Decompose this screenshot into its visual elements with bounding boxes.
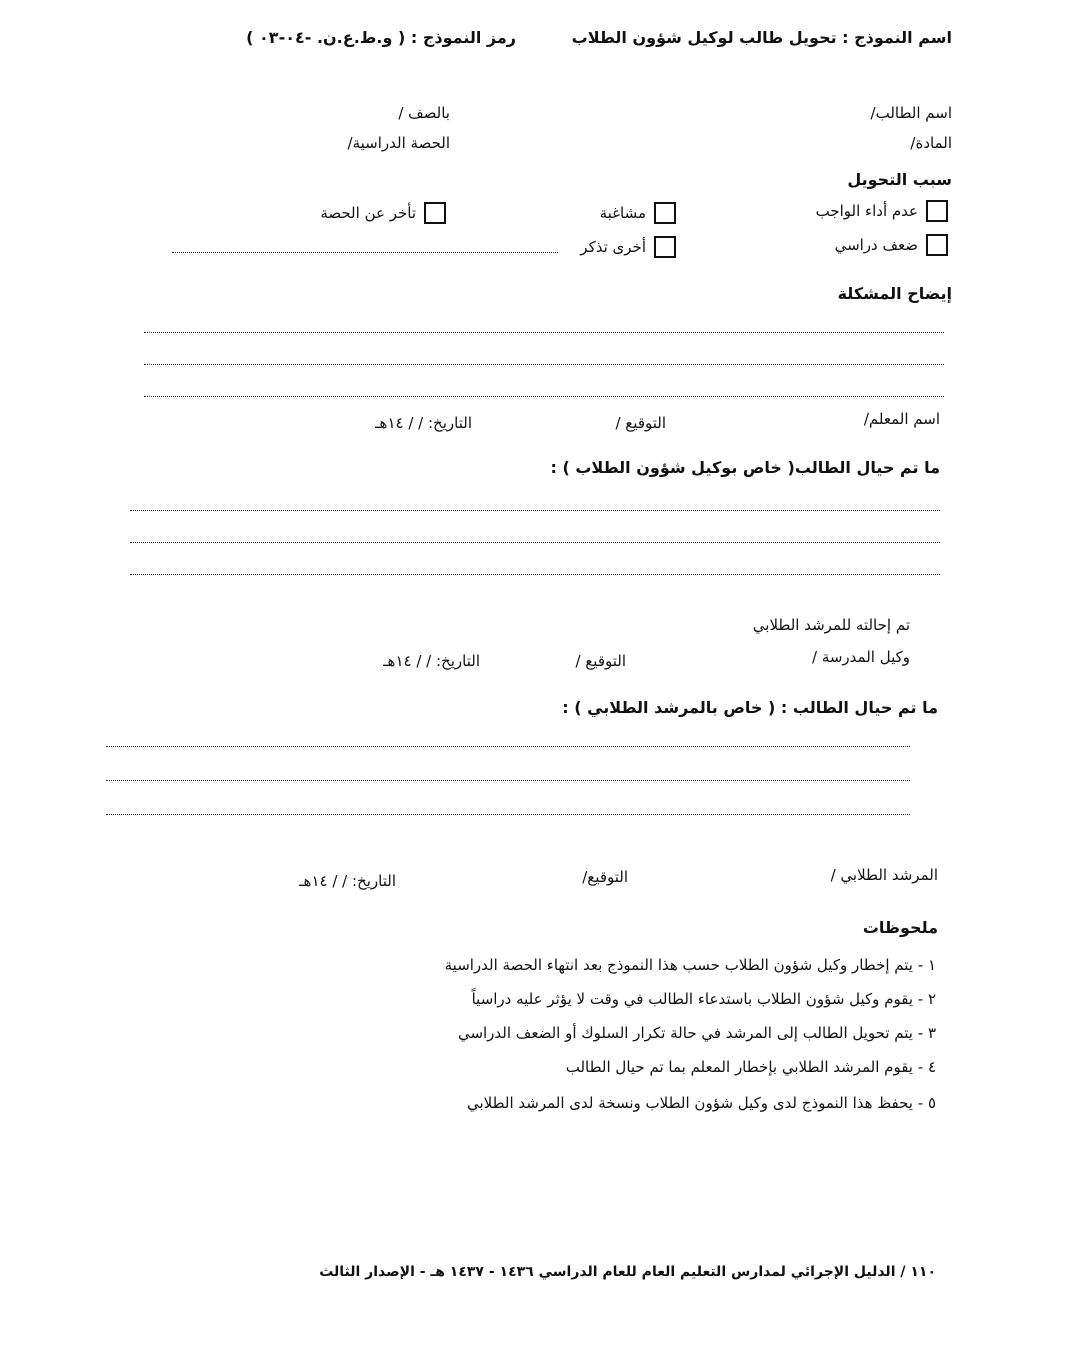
footer-text: ١١٠ / الدليل الإجرائي لمدارس التعليم العام للعام الدراسي ١٤٣٦ - ١٤٣٧ هـ - الإصدار الثالث bbox=[319, 1264, 936, 1280]
teacher-date-label: التاريخ: / / ١٤هـ bbox=[375, 414, 472, 432]
notes-title: ملحوظات bbox=[862, 918, 938, 937]
checkbox-weak[interactable] bbox=[926, 234, 948, 256]
option-homework-label: عدم أداء الواجب bbox=[815, 202, 918, 220]
option-weak-label: ضعف دراسي bbox=[834, 236, 918, 254]
problem-line[interactable] bbox=[144, 364, 944, 365]
reason-title: سبب التحويل bbox=[847, 170, 952, 189]
counselor-section-title: ما تم حيال الطالب : ( خاص بالمرشد الطلابي ) : bbox=[562, 698, 938, 717]
counselor-action-line[interactable] bbox=[106, 780, 910, 781]
counselor-action-line[interactable] bbox=[106, 814, 910, 815]
problem-line[interactable] bbox=[144, 332, 944, 333]
deputy-name-label: وكيل المدرسة / bbox=[812, 648, 910, 666]
deputy-action-line[interactable] bbox=[130, 542, 940, 543]
counselor-date-label: التاريخ: / / ١٤هـ bbox=[299, 872, 396, 890]
teacher-name-label: اسم المعلم/ bbox=[863, 410, 940, 428]
option-late-label: تأخر عن الحصة bbox=[320, 204, 416, 222]
form-code: رمز النموذج : ( و.ط.ع.ن. -٠٤-٠٣ ) bbox=[246, 28, 516, 47]
note-item: ٢ - يقوم وكيل شؤون الطلاب باستدعاء الطالب في وقت لا يؤثر عليه دراسياً bbox=[471, 990, 936, 1008]
note-item: ٥ - يحفظ هذا النموذج لدى وكيل شؤون الطلاب ونسخة لدى المرشد الطلابي bbox=[466, 1094, 936, 1112]
deputy-date-label: التاريخ: / / ١٤هـ bbox=[383, 652, 480, 670]
checkbox-other[interactable] bbox=[654, 236, 676, 258]
deputy-action-line[interactable] bbox=[130, 574, 940, 575]
referred-to-counselor-label: تم إحالته للمرشد الطلابي bbox=[752, 616, 910, 634]
note-item: ٤ - يقوم المرشد الطلابي بإخطار المعلم بما تم حيال الطالب bbox=[565, 1058, 936, 1076]
deputy-section-title: ما تم حيال الطالب( خاص بوكيل شؤون الطلاب ) : bbox=[550, 458, 940, 477]
note-item: ٣ - يتم تحويل الطالب إلى المرشد في حالة تكرار السلوك أو الضعف الدراسي bbox=[457, 1024, 936, 1042]
deputy-signature-label: التوقيع / bbox=[575, 652, 626, 670]
problem-line[interactable] bbox=[144, 396, 944, 397]
period-label: الحصة الدراسية/ bbox=[347, 134, 450, 152]
class-label: بالصف / bbox=[398, 104, 450, 122]
counselor-name-label: المرشد الطلابي / bbox=[830, 866, 938, 884]
other-reason-line[interactable] bbox=[172, 252, 558, 253]
checkbox-late[interactable] bbox=[424, 202, 446, 224]
counselor-action-line[interactable] bbox=[106, 746, 910, 747]
student-name-label: اسم الطالب/ bbox=[870, 104, 952, 122]
checkbox-riot[interactable] bbox=[654, 202, 676, 224]
counselor-signature-label: التوقيع/ bbox=[582, 868, 628, 886]
option-riot-label: مشاغبة bbox=[599, 204, 646, 222]
option-other-label: أخرى تذكر bbox=[580, 238, 646, 256]
problem-title: إيضاح المشكلة bbox=[837, 284, 952, 303]
checkbox-homework[interactable] bbox=[926, 200, 948, 222]
form-name: اسم النموذج : تحويل طالب لوكيل شؤون الطلاب bbox=[571, 28, 952, 47]
subject-label: المادة/ bbox=[910, 134, 952, 152]
teacher-signature-label: التوقيع / bbox=[615, 414, 666, 432]
note-item: ١ - يتم إخطار وكيل شؤون الطلاب حسب هذا النموذج بعد انتهاء الحصة الدراسية bbox=[444, 956, 936, 974]
deputy-action-line[interactable] bbox=[130, 510, 940, 511]
